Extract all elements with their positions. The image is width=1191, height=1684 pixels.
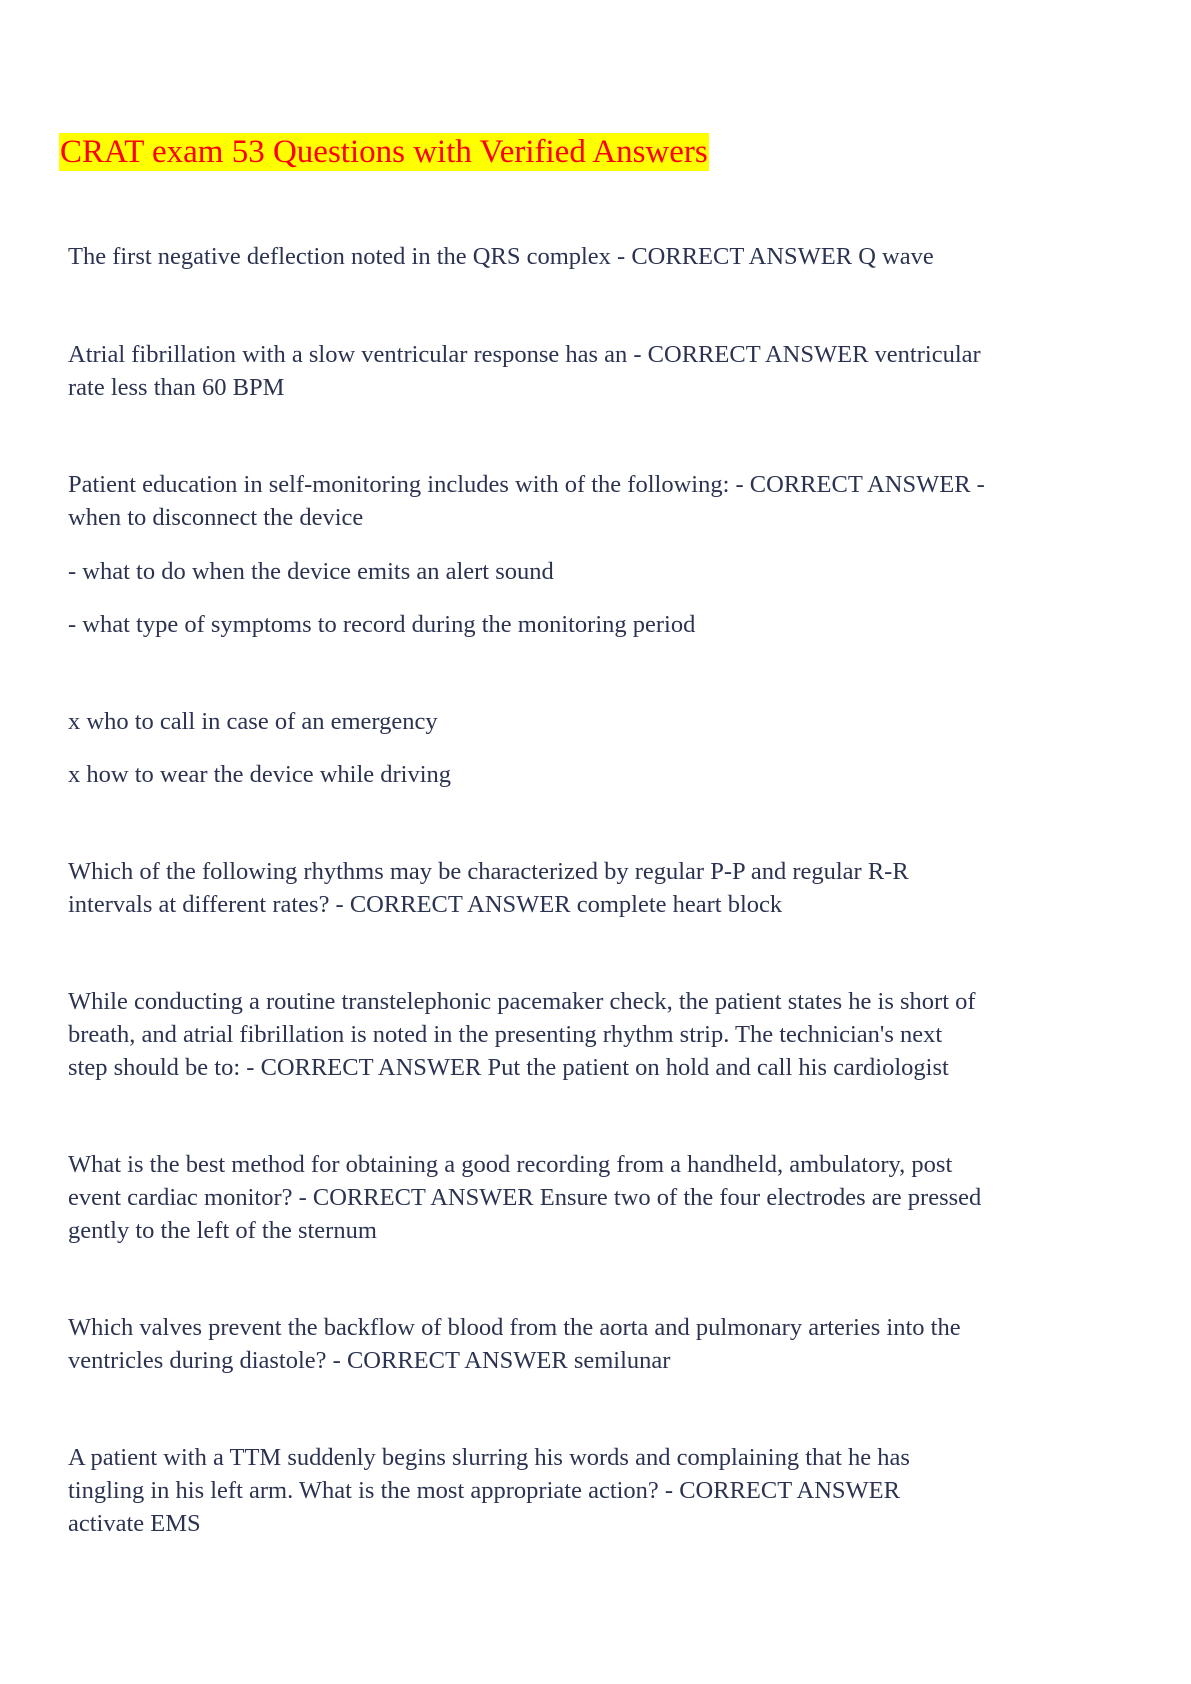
text-line: What is the best method for obtaining a good recording from a handheld, ambulatory, post [68,1151,953,1178]
text-line: While conducting a routine transtelephonic pacemaker check, the patient states he is short of [68,988,976,1015]
text-line: when to disconnect the device [68,504,364,531]
text-line: ventricles during diastole? - CORRECT ANSWER semilunar [68,1347,671,1374]
qa-item-8 [68,1441,1138,1540]
text-line: tingling in his left arm. What is the most appropriate action? - CORRECT ANSWER [68,1477,900,1504]
wrong-option [68,758,1138,791]
qa-item-1 [68,240,1138,273]
text-line: Which valves prevent the backflow of blood from the aorta and pulmonary arteries into the [68,1314,961,1341]
answer-bullet [68,555,1138,588]
text-line: activate EMS [68,1510,201,1537]
text-line: Patient education in self-monitoring includes with of the following: - CORRECT ANSWER - [68,471,985,498]
text-line: A patient with a TTM suddenly begins slurring his words and complaining that he has [68,1444,910,1471]
qa-item-6 [68,1148,1138,1247]
text-line: event cardiac monitor? - CORRECT ANSWER Ensure two of the four electrodes are pressed [68,1184,982,1211]
qa-item-4 [68,855,1138,921]
text-line: The first negative deflection noted in the QRS complex - CORRECT ANSWER Q wave [68,243,934,270]
qa-item-2 [68,338,1138,404]
text-line: - what type of symptoms to record during the monitoring period [68,611,696,638]
text-line: Which of the following rhythms may be characterized by regular P-P and regular R-R [68,858,909,885]
text-line: x who to call in case of an emergency [68,708,438,735]
text-line: x how to wear the device while driving [68,761,452,788]
text-line: intervals at different rates? - CORRECT ANSWER complete heart block [68,891,783,918]
qa-item-3 [68,468,1138,534]
text-line: rate less than 60 BPM [68,374,285,401]
qa-item-7 [68,1311,1138,1377]
answer-bullet [68,608,1138,641]
text-line: - what to do when the device emits an alert sound [68,558,554,585]
text-line: Atrial fibrillation with a slow ventricular response has an - CORRECT ANSWER ventricular [68,341,981,368]
document-title: CRAT exam 53 Questions with Verified Answers [60,134,708,170]
text-line: step should be to: - CORRECT ANSWER Put the patient on hold and call his cardiologist [68,1054,949,1081]
qa-item-5 [68,985,1138,1084]
text-line: breath, and atrial fibrillation is noted in the presenting rhythm strip. The technician's next [68,1021,943,1048]
wrong-option [68,705,1138,738]
text-line: gently to the left of the sternum [68,1217,377,1244]
